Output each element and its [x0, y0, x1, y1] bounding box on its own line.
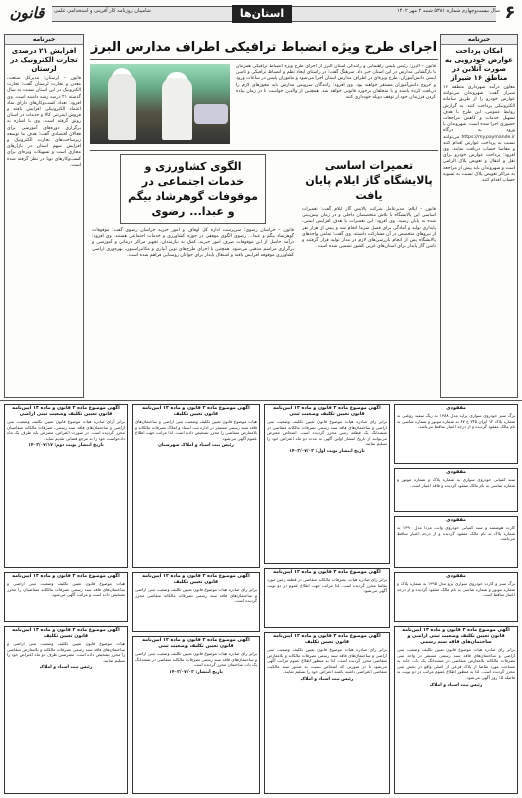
- ad-box: [132, 572, 260, 632]
- ad-body: سند کمپانی خودروی سواری به شماره پلاک و شماره موتور و شماره شاسی به نام مالک مفقود گردیده و فاقد اعتبار است.: [397, 477, 515, 488]
- ad-title: آگهی موضوع ماده ۳ قانون و ماده ۱۳ آیین‌نامه: [12, 574, 120, 579]
- ad-body: هیات موضوع قانون تعیین تکلیف وضعیت ثبتی اراضی و ساختمان‌های فاقد سند رسمی تصرفات مالکانه و بلامعارض متقاضی را محرز تشخیص داده است. معترضین ظرف دو ماه اعتراض خود را تسلیم نمایند.: [7, 641, 125, 663]
- ad-box: [394, 404, 518, 464]
- officer-1: [108, 74, 136, 140]
- ad-title: آگهی موضوع ماده ۳ قانون و ماده ۱۳ آیین‌نامه قانون تعیین تکلیف: [12, 628, 120, 639]
- ad-box: [4, 572, 128, 622]
- ad-footer: تاریخ انتشار نوبت اول: ۱۴۰۲/۰۷/۰۲: [289, 448, 365, 454]
- ad-box: [132, 636, 260, 794]
- ad-box: [394, 516, 518, 568]
- right-title: امکان پرداخت عوارض خودرویی به صورت آنلاین در مناطق ۱۶ شیراز: [445, 47, 513, 82]
- issue-line: سال بیست‌وچهارم شماره ۵۳۸۱ شنبه ۲ مهر ۱۴۰۲: [396, 8, 500, 14]
- ad-footer: رئیس ثبت اسناد و املاک: [300, 676, 354, 682]
- right-column: [440, 34, 518, 398]
- gas-headline: تعمیرات اساسی پالایشگاه گاز ایلام پایان یافت: [305, 159, 433, 202]
- ad-title: آگهی موضوع ماده ۳ قانون و ماده ۱۳ آیین‌نامه قانون تعیین تکلیف: [142, 406, 250, 417]
- ad-box: [264, 404, 390, 564]
- ad-title: آگهی موضوع ماده ۳ قانون و ماده ۱۳ آیین‌نامه قانون تعیین تکلیف وضعیت ثبتی اراضی و ساختمان‌های فاقد سند رسمی: [402, 628, 510, 645]
- newspaper-logo: قانون: [9, 4, 45, 22]
- endowment-story: [90, 154, 296, 398]
- gas-story: [300, 154, 438, 398]
- ad-footer: رئیس ثبت اسناد و املاک: [429, 682, 483, 688]
- page-header: [0, 0, 522, 28]
- endowment-headline: الگوی کشاورزی و خدمات اجتماعی در موقوفات گوهرشاد بیگم و عبدا... رضوی: [120, 154, 266, 224]
- ad-box: [264, 568, 390, 628]
- left-title: افزایش ۲۱ درصدی تجارت الکترونیک در لرستان: [10, 47, 78, 73]
- ad-body: برابر رای صادره هیات موضوع قانون تعیین تکلیف وضعیت ثبتی اراضی و ساختمان‌های فاقد سند رسمی مستقر در واحد ثبتی تصرفات مالکانه بلامعارض متقاضی در ششدانگ یک باب خانه به مساحت مورد تقاضا از پلاک فرعی از اصلی واقع در بخش ثبتی محرز گردیده است. لذا به منظور اطلاع عموم مراتب در دو نوبت به فاصله ۱۵ روز آگهی می‌شود.: [397, 647, 515, 680]
- right-kicker: خبرنامه: [441, 35, 517, 45]
- ad-title: آگهی موضوع ماده ۳ قانون و ماده ۱۳ آیین‌نامه قانون تعیین تکلیف وضعیت ثبتی: [142, 638, 250, 649]
- ad-footer: رئیس ثبت اسناد و املاک: [39, 665, 93, 671]
- gas-body: قانون – ایلام: مدیرعامل شرکت پالایش گاز ایلام گفت: تعمیرات اساسی این پالایشگاه با تلاش متخصصان داخلی و در زمان پیش‌بینی شده به پایان رسید. وی افزود: این تعمیرات با هدف افزایش ایمنی، پایداری تولید و آمادگی برای فصل سرما انجام شد و بیش از هزار نفر از نیروهای متخصص در آن مشارکت داشتند. وی گفت: تمامی واحدهای پالایشگاه پس از انجام بازرسی‌های لازم در مدار تولید قرار گرفتند و تامین گاز پایدار برای استان‌های غربی کشور تضمین شده است.: [302, 207, 436, 250]
- left-body: قانون – لرستان: مدیرکل صنعت، معدن و تجارت لرستان گفت: تجارت الکترونیک در این استان نسبت به سال گذشته ۲۱ درصد رشد داشته است. وی افزود: تعداد کسب‌وکارهای دارای نماد اعتماد الکترونیکی افزایش یافته و فروش اینترنتی کالا و خدمات در استان رونق گرفته است. وی با اشاره به برگزاری دوره‌های آموزشی برای فعالان اقتصادی گفت: هدف ما توسعه زیرساخت‌های تجارت الکترونیک و افزایش سهم استان در بازارهای مجازی است و تسهیلات ویژه‌ای برای کسب‌وکارهای نوپا در نظر گرفته شده است.: [7, 76, 81, 168]
- ad-footer: تاریخ انتشار: ۱۴۰۲/۰۷/۰۲: [169, 669, 223, 675]
- ad-body: برگ سبز و کارت خودروی سواری پژو مدل ۱۳۹۵ به شماره پلاک و شماره موتور و شماره شاسی به نام مالک مفقود گردیده و از درجه اعتبار ساقط است.: [397, 581, 515, 598]
- ad-title: مفقودی: [446, 518, 466, 523]
- endowment-body: قانون – خراسان رضوی: سرپرست اداره کل اوقاف و امور خیریه خراسان رضوی گفت: موقوفات گوهرشاد بیگم و عبدا... رضوی الگوی موفقی در حوزه کشاورزی و خدمات اجتماعی هستند. وی افزود: درآمد حاصل از این موقوفات صرف امور خیریه، کمک به نیازمندان، تجهیز مراکز درمانی و آموزشی و برگزاری مراسم مذهبی می‌شود. همچنین با اجرای طرح‌های نوین آبیاری و مکانیزاسیون، بهره‌وری اراضی کشاورزی موقوفه افزایش یافته و اشتغال پایدار برای جوانان روستایی فراهم شده است.: [92, 228, 294, 258]
- ad-footer: رئیس ثبت اسناد و املاک شهرستان: [158, 443, 234, 449]
- car-shape: [194, 104, 228, 124]
- ad-box: [132, 404, 260, 568]
- ad-body: برابر آرای صادره هیات موضوع قانون تعیین تکلیف وضعیت ثبتی اراضی و ساختمان‌های فاقد سند رسمی، تصرفات مالکانه متقاضیان محرز گردیده است. در صورت اعتراض، معترض باید ظرف یک ماه دادخواست خود را به مرجع قضایی تقدیم نماید.: [7, 419, 125, 441]
- ad-body: هیات موضوع قانون تعیین تکلیف وضعیت ثبتی اراضی و ساختمان‌های فاقد سند رسمی مستقر در اداره ثبت اسناد و املاک تصرفات مالکانه و بلامعارض متقاضی را محرز تشخیص داده است. لذا مراتب جهت اطلاع عموم آگهی می‌شود.: [135, 419, 257, 441]
- ad-body: برگ سبز خودروی سواری پراید مدل ۱۳۸۸ به رنگ سفید روغنی به شماره پلاک ۱۲ ایران ۳۴۵ ج ۶۷ به شماره موتور و شماره شاسی به نام مالک مفقود گردیده و از درجه اعتبار ساقط می‌باشد.: [397, 413, 516, 430]
- ad-title: آگهی موضوع ماده ۳ قانون و ماده ۱۳ آیین‌نامه قانون تعیین تکلیف وضعیت ثبتی اراضی: [12, 406, 120, 417]
- left-column: [4, 34, 84, 398]
- headline-rule: [90, 59, 438, 60]
- ad-box: [4, 404, 128, 568]
- main-story-body: قانون – البرز: رئیس پلیس راهنمایی و رانندگی استان البرز از اجرای طرح ویژه انضباط ترافیکی همزمان با بازگشایی مدارس در این استان خبر داد. سرهنگ گفت: در راستای ایجاد نظم و انضباط ترافیکی و تامین ایمنی دانش‌آموزان، طرح ویژه‌ای در اطراف مدارس استان اجرا می‌شود و ماموران پلیس در ساعات ورود و خروج دانش‌آموزان مستقر خواهند بود. وی افزود: رانندگان سرویس مدارس باید مجوزهای لازم را دریافت کرده باشند و با متخلفان برخورد قانونی خواهد شد. همچنین از والدین خواست تا در زمان پیاده کردن فرزندان خود از توقف دوبله خودداری کنند.: [236, 64, 436, 101]
- right-body: معاون درآمد شهرداری منطقه ۱۶ شیراز گفت: شهروندان می‌توانند عوارض خودرو را از طریق سامانه الکترونیکی پرداخت کنند. به گزارش روابط عمومی، این طرح با هدف تسهیل خدمات و کاهش مراجعات حضوری اجرا شده است. شهروندان با ورود به درگاه https://my.paymande.ir می‌توانند نسبت به پرداخت عوارض اقدام کنند و مفاصا حساب دریافت نمایند. وی افزود: پرداخت عوارض خودرو برای نقل و انتقال و تعویض پلاک الزامی است و شهروندان باید پیش از مراجعه به مراکز تعویض پلاک نسبت به تسویه حساب اقدام کنند.: [443, 85, 515, 184]
- ad-body: کارت هوشمند و سند کمپانی خودروی وانت مزدا مدل ۱۳۹۰ به شماره پلاک به نام مالک مفقود گردیده و از درجه اعتبار ساقط می‌باشد.: [397, 525, 516, 542]
- ad-body: برابر رای صادره هیات موضوع قانون تعیین تکلیف وضعیت ثبتی اراضی و ساختمان‌های فاقد سند رسمی تصرفات مالکانه و بلامعارض متقاضی محرز گردیده است. لذا به منظور اطلاع عموم مراتب آگهی می‌شود تا در صورتی که اشخاص نسبت به صدور سند مالکیت متقاضی اعتراضی داشته باشند اعتراض خود را تسلیم نمایند.: [267, 647, 387, 675]
- main-headline: اجرای طرح ویژه انضباط ترافیکی اطراف مدارس البرز: [90, 40, 438, 55]
- ad-title: مفقودی: [446, 470, 466, 475]
- ads-rule: [0, 400, 522, 401]
- ad-footer: تاریخ انتشار نوبت دوم: ۱۴۰۲/۰۷/۱۷: [28, 443, 104, 449]
- page-number: ۶: [504, 2, 516, 23]
- ad-title: آگهی موضوع ماده ۳ قانون و ماده ۱۳ آیین‌نامه قانون تعیین تکلیف: [273, 634, 381, 645]
- dateline: شامپیان روزنامه کار آفرینی و استخدامی علمی: [54, 8, 151, 14]
- section-title: استان‌ها: [232, 5, 292, 23]
- ad-title: آگهی موضوع ماده ۳ قانون و ماده ۱۳ آیین‌نامه قانون تعیین تکلیف وضعیت ثبتی: [273, 406, 381, 417]
- left-kicker: خبرنامه: [5, 35, 83, 45]
- ad-body: برابر رای صادره هیات موضوع قانون تعیین تکلیف وضعیت ثبتی اراضی و ساختمان‌های فاقد سند رسمی تصرفات مالکانه متقاضی محرز گردیده است.: [135, 587, 257, 604]
- ad-body: برابر رای صادره هیات موضوع قانون تعیین تکلیف وضعیت ثبتی اراضی و ساختمان‌های فاقد سند رسمی تصرفات مالکانه متقاضی در ششدانگ یک قطعه زمین محرز گردیده است. اشخاص معترض می‌توانند از تاریخ انتشار اولین آگهی به مدت دو ماه اعتراض خود را تسلیم نمایند.: [267, 419, 387, 447]
- traffic-police-photo: [90, 64, 230, 144]
- ad-body: برابر رای صادره هیات، تصرفات مالکانه متقاضی در قطعه زمین مورد تقاضا محرز گردیده است. لذا مراتب جهت اطلاع عموم در دو نوبت آگهی می‌شود.: [267, 577, 387, 594]
- officer-2: [162, 78, 192, 140]
- ad-box: [394, 626, 518, 794]
- ad-box: [394, 572, 518, 622]
- ad-box: [264, 632, 390, 794]
- ad-body: هیات موضوع قانون تعیین تکلیف وضعیت ثبتی اراضی و ساختمان‌های فاقد سند رسمی تصرفات مالکانه متقاضیان را محرز تشخیص داده است و مراتب آگهی می‌شود.: [7, 581, 125, 598]
- ad-title: آگهی موضوع ماده ۳ قانون و ماده ۱۳ آیین‌نامه قانون تعیین تکلیف: [142, 574, 250, 585]
- ad-box: [394, 468, 518, 512]
- mid-rule: [90, 150, 438, 151]
- classified-ads: [0, 402, 522, 798]
- ad-box: [4, 626, 128, 794]
- ad-title: مفقودی: [446, 574, 466, 579]
- ad-body: برابر رای صادره هیات موضوع قانون تعیین تکلیف وضعیت ثبتی اراضی و ساختمان‌های فاقد سند رسمی تصرفات مالکانه متقاضی در ششدانگ یک باب ساختمان محرز گردیده است.: [135, 651, 257, 668]
- ad-title: آگهی موضوع ماده ۳ قانون و ماده ۱۳ آیین‌نامه: [273, 570, 381, 575]
- ad-title: مفقودی: [446, 406, 466, 411]
